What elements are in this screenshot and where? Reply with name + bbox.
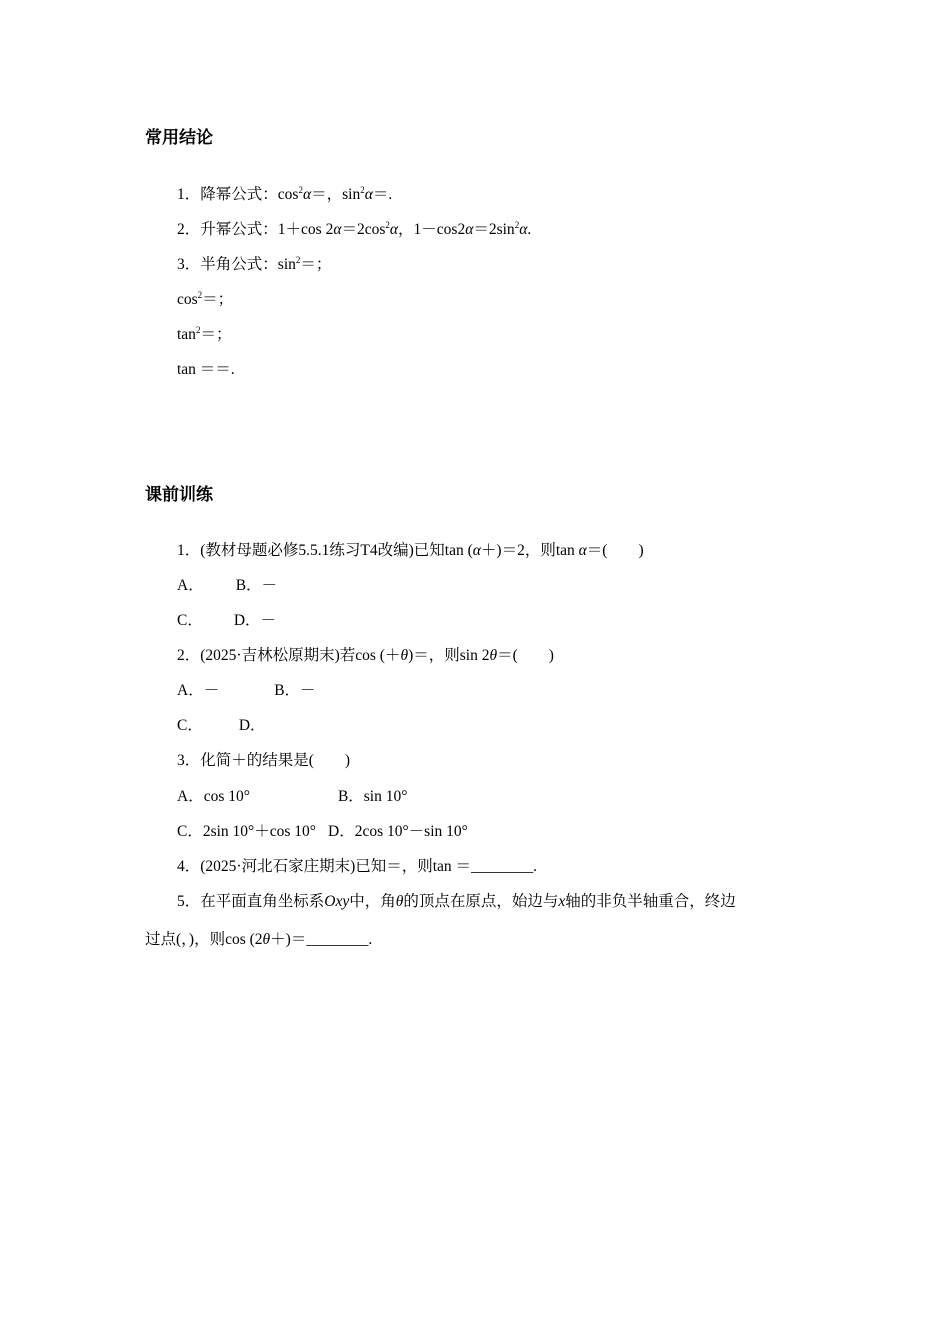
formula-line-tan-half: tan ＝＝. [177,361,235,378]
question-2: 2．(2025·吉林松原期末)若cos (＋θ)＝，则sin 2θ＝( ) [177,647,554,664]
option-d: D． [238,717,266,734]
question-3: 3．化简＋的结果是( ) [177,752,351,769]
question-1-options-cd [177,611,276,631]
question-3-options-ab [177,787,407,807]
question-1: 1．(教材母题必修5.5.1练习T4改编)已知tan (α＋)＝2，则tan α＝( ) [177,542,644,559]
question-2-options-ab [177,681,316,701]
option-d: D．2cos 10°－sin 10° [328,823,468,840]
option-c: C．2sin 10°＋cos 10° [177,823,316,840]
section-title-common-conclusions: 常用结论 [145,128,213,148]
formula-line-tan-half-squared: $\tan^2=$； [177,325,232,343]
option-a: A．cos 10° [177,788,250,805]
formula-line-power-reduction: 1．降幂公式：$\cos^2\alpha=$，$\sin^2\alpha=$. [177,185,393,203]
option-b: B．－ [274,682,316,699]
option-a: A．－ [177,682,220,699]
option-c: C． [177,717,203,734]
question-2-options-cd [177,716,266,736]
formula-line-cos-half: $\cos^2=$； [177,290,234,308]
option-a: A． [177,577,204,594]
section-title-pre-class-training: 课前训练 [145,485,213,505]
question-5: 5．在平面直角坐标系Oxy中，角θ的顶点在原点，始边与x轴的非负半轴重合，终边 [177,893,736,910]
option-c: C． [177,612,203,629]
question-3-options-cd [177,822,468,842]
question-4: 4．(2025·河北石家庄期末)已知＝，则tan ＝________. [177,858,537,875]
formula-line-half-angle: 3．半角公式：$\sin^2=$； [177,255,332,273]
question-5-continued: 过点(，)，则cos (2θ＋)＝________. [145,931,373,948]
option-d: D．－ [233,612,277,629]
question-1-options-ab [177,576,277,596]
option-b: B．－ [235,577,278,594]
option-b: B．sin 10° [337,788,408,805]
formula-line-power-raising: 2．升幂公式：1＋cos $2\alpha=2\cos^2\alpha$，$1-\cos 2\alpha=2\sin^2\alpha$. [177,220,532,238]
